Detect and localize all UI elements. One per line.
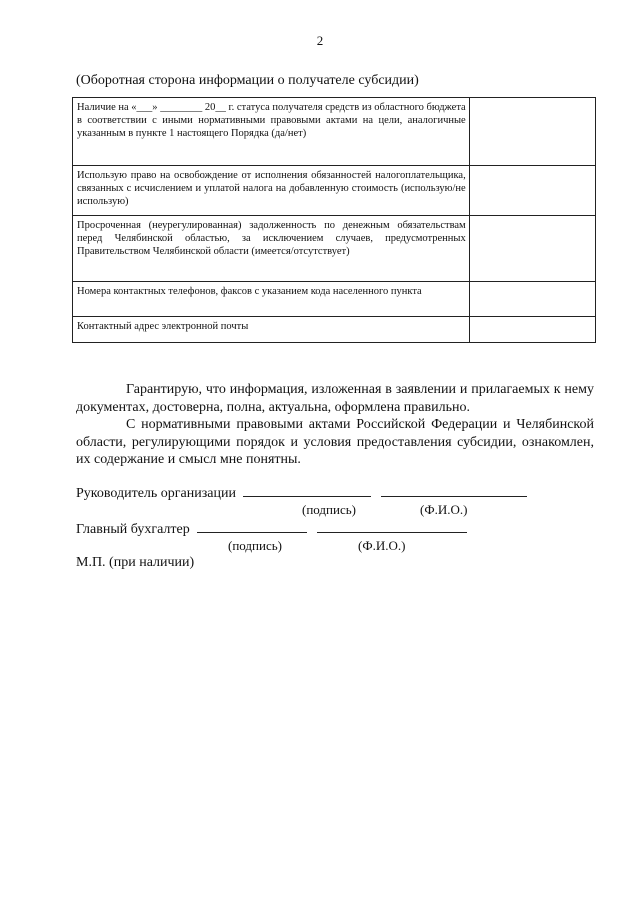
accountant-signature-line: [76, 520, 467, 538]
table-row: [73, 317, 596, 343]
table-caption: (Оборотная сторона информации о получателе субсидии): [76, 73, 419, 88]
accountant-signature-caption: (подпись): [228, 538, 282, 553]
recipient-info-table: [72, 97, 596, 343]
head-label: Руководитель организации: [76, 486, 236, 501]
accountant-signature-blank: [197, 520, 307, 533]
row-value: [469, 98, 595, 166]
head-name-caption: (Ф.И.О.): [420, 502, 468, 517]
row-value: [469, 216, 595, 282]
table-row: [73, 98, 596, 166]
head-name-blank: [381, 484, 527, 497]
head-signature-blank: [243, 484, 371, 497]
row-label: Контактный адрес электронной почты: [73, 317, 470, 343]
row-value: [469, 317, 595, 343]
row-value: [469, 166, 595, 216]
accountant-name-caption: (Ф.И.О.): [358, 538, 406, 553]
page-number: 2: [316, 33, 324, 48]
accountant-name-blank: [317, 520, 467, 533]
guarantee-paragraph: Гарантирую, что информация, изложенная в заявлении и прилагаемых к нему документах, достоверна, полна, актуальна, оформлена правильно.: [76, 382, 594, 415]
head-signature-caption: (подпись): [302, 502, 356, 517]
stamp-label: М.П. (при наличии): [76, 555, 195, 570]
table-row: [73, 216, 596, 282]
row-label: Номера контактных телефонов, факсов с указанием кода населенного пункта: [73, 282, 470, 317]
table-row: [73, 166, 596, 216]
accountant-label: Главный бухгалтер: [76, 522, 190, 537]
row-label: Просроченная (неурегулированная) задолженность по денежным обязательствам перед Челябинской областью, за исключением случаев, предусмотренных Правительством Челябинской области (имеется/отсутствует): [73, 216, 470, 282]
row-value: [469, 282, 595, 317]
head-signature-line: [76, 484, 527, 502]
table-row: [73, 282, 596, 317]
row-label: Использую право на освобождение от исполнения обязанностей налогоплательщика, связанных с исчислением и уплатой налога на добавленную стоимость (использую/не использую): [73, 166, 470, 216]
row-label: Наличие на «___» ________ 20__ г. статуса получателя средств из областного бюджета в соответствии с иными нормативными правовыми актами на цели, аналогичные указанным в пункте 1 настоящего Порядка (да/нет): [73, 98, 470, 166]
acknowledgement-paragraph: С нормативными правовыми актами Российской Федерации и Челябинской области, регулирующими порядок и условия предоставления субсидии, ознакомлен, их содержание и смысл мне понятны.: [76, 417, 594, 467]
